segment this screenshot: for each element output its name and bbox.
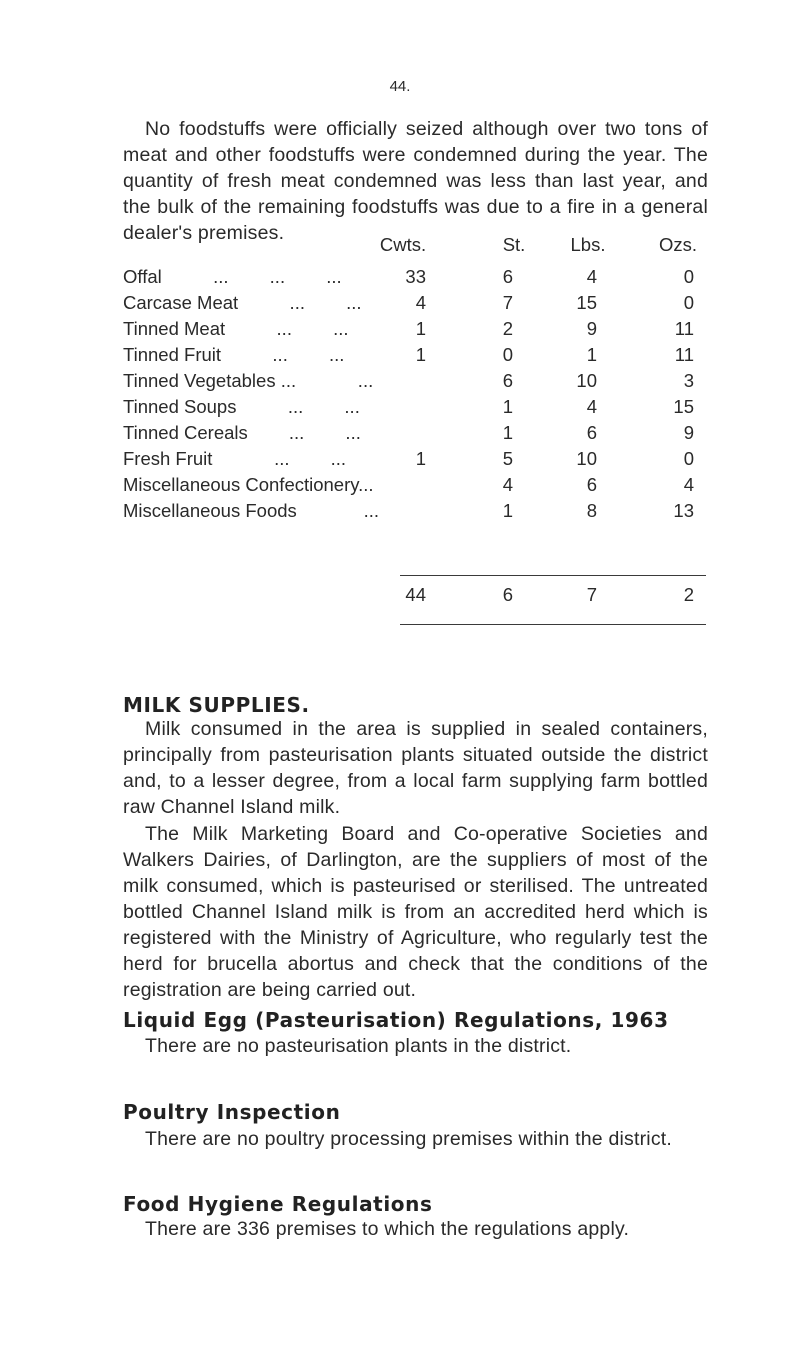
row-lbs: 6 xyxy=(586,474,597,495)
milk-heading: MILK SUPPLIES. xyxy=(123,693,310,717)
hygiene-text: There are 336 premises to which the regulations apply. xyxy=(145,1218,630,1240)
egg-text: There are no pasteurisation plants in the district. xyxy=(145,1035,572,1057)
row-cwts: 4 xyxy=(415,292,426,313)
header-st: St. xyxy=(502,234,526,255)
poultry-heading: Poultry Inspection xyxy=(123,1100,341,1124)
table-row xyxy=(123,498,708,524)
row-lbs: 1 xyxy=(586,344,597,365)
row-lbs: 8 xyxy=(586,500,597,521)
milk-paragraph-1: Milk consumed in the area is supplied in sealed containers, principally from pasteurisation plants situated outside the district and, to a lesser degree, from a local farm supplying farm bottled raw Channel Island milk. xyxy=(123,718,708,818)
row-ozs: 0 xyxy=(683,292,694,313)
table-row xyxy=(123,290,708,316)
table-row xyxy=(123,342,708,368)
row-st: 1 xyxy=(502,396,513,417)
row-lbs: 4 xyxy=(586,396,597,417)
row-st: 1 xyxy=(502,500,513,521)
row-ozs: 3 xyxy=(683,370,694,391)
row-label: Tinned Vegetables ... ... xyxy=(123,370,374,391)
total-st: 6 xyxy=(502,584,513,605)
row-lbs: 10 xyxy=(576,448,597,469)
row-ozs: 13 xyxy=(673,500,694,521)
row-lbs: 15 xyxy=(576,292,597,313)
total-bottom-rule xyxy=(400,624,706,625)
row-label: Miscellaneous Confectionery... xyxy=(123,474,374,495)
row-label: Fresh Fruit ... ... xyxy=(123,448,347,469)
row-cwts: 1 xyxy=(415,344,426,365)
table-row xyxy=(123,264,708,290)
row-ozs: 15 xyxy=(673,396,694,417)
row-ozs: 9 xyxy=(683,422,694,443)
total-top-rule xyxy=(400,575,706,576)
total-cwts: 44 xyxy=(405,584,426,605)
row-label: Carcase Meat ... ... xyxy=(123,292,362,313)
header-ozs: Ozs. xyxy=(658,234,698,255)
row-label: Tinned Soups ... ... xyxy=(123,396,360,417)
table-row xyxy=(123,368,708,394)
row-st: 7 xyxy=(502,292,513,313)
row-st: 5 xyxy=(502,448,513,469)
row-lbs: 4 xyxy=(586,266,597,287)
table-row xyxy=(123,472,708,498)
table-row xyxy=(123,394,708,420)
row-ozs: 11 xyxy=(674,318,694,339)
total-ozs: 2 xyxy=(683,584,694,605)
table-row xyxy=(123,316,708,342)
header-lbs: Lbs. xyxy=(570,234,606,255)
row-cwts: 33 xyxy=(405,266,426,287)
table-row xyxy=(123,420,708,446)
row-st: 6 xyxy=(502,370,513,391)
row-label: Tinned Fruit ... ... xyxy=(123,344,345,365)
row-lbs: 6 xyxy=(586,422,597,443)
intro-paragraph: No foodstuffs were officially seized although over two tons of meat and other foodstuffs were condemned during the year. The quantity of fresh meat condemned was less than last year, and the bulk of the remaining foodstuffs was due to a fire in a general dealer's premises. xyxy=(123,118,708,244)
row-st: 4 xyxy=(502,474,513,495)
header-cwts: Cwts. xyxy=(379,234,427,255)
row-label: Tinned Cereals ... ... xyxy=(123,422,361,443)
row-st: 0 xyxy=(502,344,513,365)
row-ozs: 11 xyxy=(674,344,694,365)
hygiene-heading: Food Hygiene Regulations xyxy=(123,1192,433,1216)
row-cwts: 1 xyxy=(415,318,426,339)
table-row xyxy=(123,446,708,472)
page-number: 44. xyxy=(389,78,411,95)
row-cwts: 1 xyxy=(415,448,426,469)
row-label: Offal ... ... ... xyxy=(123,266,342,287)
milk-paragraph-2: The Milk Marketing Board and Co-operative Societies and Walkers Dairies, of Darlington, are the suppliers of most of the milk consumed, which is pasteurised or sterilised. The untreated bottled Channel Island milk is from an accredited herd which is registered with the Ministry of Agriculture, who regularly test the herd for brucella abortus and check that the conditions of the registration are being carried out. xyxy=(123,823,708,1001)
poultry-text: There are no poultry processing premises within the district. xyxy=(145,1128,673,1150)
table-header xyxy=(123,232,708,258)
row-lbs: 10 xyxy=(576,370,597,391)
row-st: 1 xyxy=(502,422,513,443)
row-label: Tinned Meat ... ... xyxy=(123,318,349,339)
row-st: 2 xyxy=(502,318,513,339)
total-lbs: 7 xyxy=(586,584,597,605)
egg-heading: Liquid Egg (Pasteurisation) Regulations, 1963 xyxy=(123,1008,669,1032)
row-ozs: 0 xyxy=(683,448,694,469)
row-ozs: 0 xyxy=(683,266,694,287)
row-lbs: 9 xyxy=(586,318,597,339)
row-ozs: 4 xyxy=(683,474,694,495)
row-st: 6 xyxy=(502,266,513,287)
table-total-row xyxy=(123,582,708,608)
row-label: Miscellaneous Foods ... xyxy=(123,500,380,521)
